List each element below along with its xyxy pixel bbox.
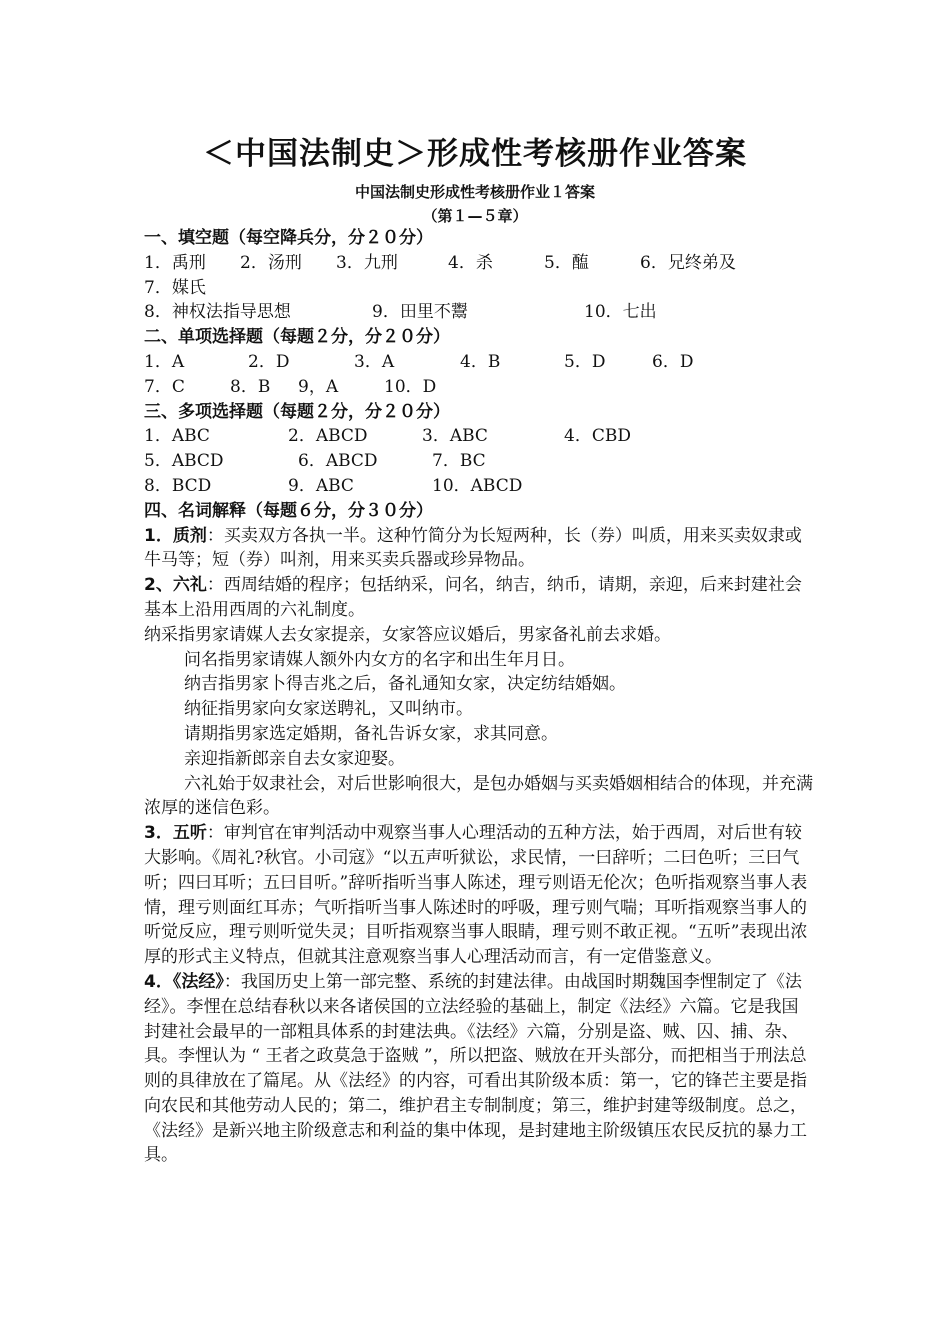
term-definition: ：西周结婚的程序；包括纳采，问名，纳吉，纳币，请期，亲迎，后来封建社会基本上沿用西周的六礼制度。 [144,575,802,620]
answer-content [144,226,814,1168]
section-heading-single-choice: 二、单项选择题（每题２分，分２０分） [144,327,450,348]
answer-item: 9，A [298,376,339,397]
answer-item: 3．ABC [422,426,488,447]
answer-item: 8．B [230,376,271,397]
answer-item: 9．田里不鬻 [372,302,468,323]
term-definition: ：买卖双方各执一半。这种竹简分为长短两种，长（券）叫质，用来买卖奴隶或牛马等；短（券）叫剂，用来买卖兵器或珍异物品。 [144,525,802,571]
answer-item: 10．七出 [584,302,657,323]
answer-item: 6．D [652,351,694,372]
answer-item: 2．ABCD [288,426,368,447]
page-title: ＜中国法制史＞形成性考核册作业答案 [203,136,747,172]
term-paragraph-liuli [144,573,814,623]
answer-item: 1．A [144,351,185,372]
answer-item: 10．D [384,376,437,397]
chapter-range: （第１—５章） [422,207,528,225]
answer-item: 7．BC [432,451,486,472]
assignment-subtitle: 中国法制史形成性考核册作业１答案 [354,183,595,201]
answer-row [144,350,814,375]
answer-item: 1．ABC [144,426,210,447]
answer-item: 8．BCD [144,475,212,496]
term-definition: ：审判官在审判活动中观察当事人心理活动的五种方法，始于西周，对后世有较大影响。《周礼?秋官。小司寇》“以五声听狱讼，求民情，一曰辞听；二曰色听；三曰气听；四曰耳听；五曰目听。”辞听指听当事人陈述，理亏则语无伦次；色听指观察当事人表情，理亏则面红耳赤；气听指听当事人陈述时的呼吸，理亏则气喘；耳听指观察当事人的听觉反应，理亏则听觉失灵；目听指观察当事人眼睛，理亏则不敢正视。“五听”表现出浓厚的形式主义特点，但就其注意观察当事人心理活动而言，有一定借鉴意义。 [144,823,808,968]
answer-item: 4．CBD [564,426,631,447]
answer-row [144,375,814,400]
answer-item: 6．ABCD [298,451,378,472]
answer-item: 8．神权法指导思想 [144,302,291,323]
body-paragraph: 六礼始于奴隶社会，对后世影响很大，是包办婚姻与买卖婚姻相结合的体现，并充满浓厚的迷信色彩。 [144,773,813,819]
answer-item: 9．ABC [288,475,354,496]
section-heading-term-explanation: 四、名词解释（每题６分，分３０分） [144,500,433,521]
answer-item: 7．媒氏 [144,277,206,298]
body-paragraph: 亲迎指新郎亲自去女家迎娶。 [184,748,405,769]
term-label: 2、六礼 [144,575,207,596]
body-paragraph: 请期指男家选定婚期，备礼告诉女家，求其同意。 [184,723,558,744]
term-label: 1．质剂 [144,525,207,546]
answer-item: 4．B [460,351,501,372]
body-paragraph: 纳吉指男家卜得吉兆之后，备礼通知女家，决定纺结婚姻。 [184,674,626,695]
term-definition: ：我国历史上第一部完整、系统的封建法律。由战国时期魏国李悝制定了《法经》。李悝在总结春秋以来各诸侯国的立法经验的基础上，制定《法经》六篇。它是我国封建社会最早的一部粗具体系的封建法典。《法经》六篇，分别是盗、贼、囚、捕、杂、具。李悝认为 “ 王者之政莫急于盗贼 ”，所以把盗、贼放在开头部分，而把相当于刑法总则的具律放在了篇尾。从《法经》的内容，可看出其阶级本质：第一，它的锋芒主要是指向农民和其他劳动人民的；第二，维护君主专制制度；第三，维护封建等级制度。总之，《法经》是新兴地主阶级意志和利益的集中体现，是封建地主阶级镇压农民反抗的暴力工具。 [144,971,807,1166]
term-paragraph-fajing [144,970,814,1168]
section-heading-fill-blank: 一、填空题（每空降兵分，分２０分） [144,228,433,248]
answer-item: 4．杀 [448,252,493,273]
body-paragraph: 纳采指男家请媒人去女家提亲，女家答应议婚后，男家备礼前去求婚。 [144,624,671,645]
answer-item: 3．A [354,351,395,372]
body-paragraph: 纳征指男家向女家送聘礼，又叫纳市。 [184,699,473,720]
answer-item: 2．汤刑 [240,252,302,273]
answer-item: 2．D [248,351,290,372]
term-label: 3．五听 [144,823,207,844]
section-heading-multi-choice: 三、多项选择题（每题２分，分２０分） [144,401,450,422]
answer-item: 6．兄终弟及 [640,252,736,273]
answer-item: 3．九刑 [336,252,398,273]
answer-item: 5．醢 [544,252,589,273]
answer-row [144,300,814,325]
answer-row [144,276,814,301]
answer-item: 5．ABCD [144,451,224,472]
answer-item: 1．禹刑 [144,252,206,273]
term-paragraph-zhiji [144,524,814,574]
term-label: 4．《法经》 [144,971,224,992]
answer-item: 5．D [564,351,606,372]
body-paragraph: 问名指男家请媒人额外内女方的名字和出生年月日。 [184,649,575,670]
answer-row [144,251,814,276]
answer-row [144,449,814,474]
answer-row [144,474,814,499]
answer-item: 7．C [144,376,185,397]
answer-row [144,424,814,449]
answer-item: 10．ABCD [432,475,523,496]
term-paragraph-wuting [144,821,814,970]
